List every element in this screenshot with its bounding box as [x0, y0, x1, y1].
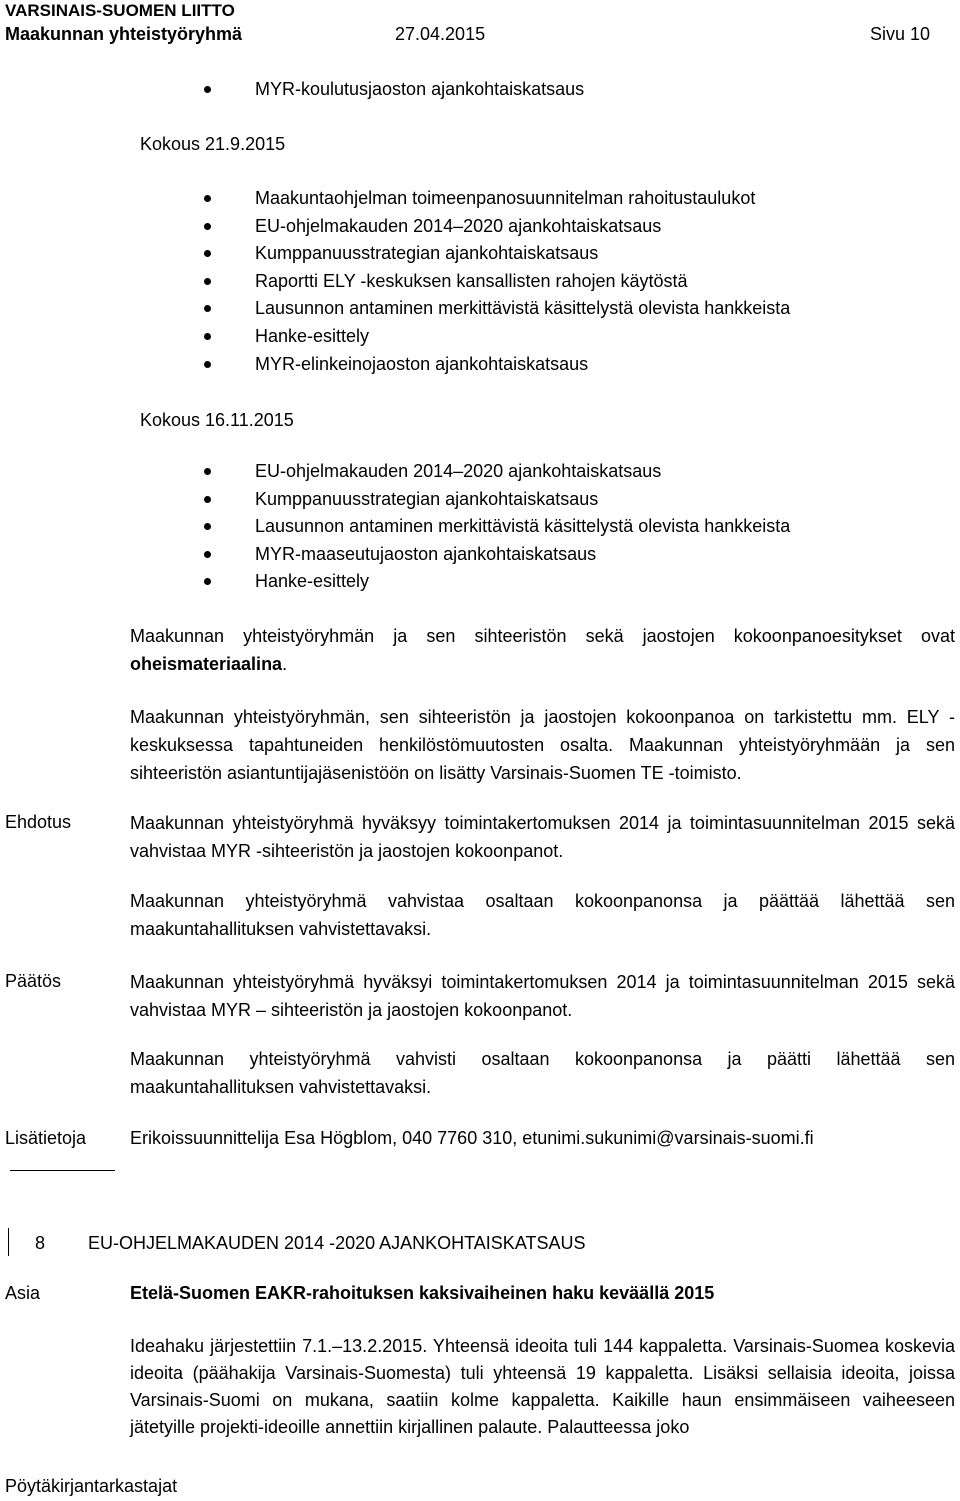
proposal-label: Ehdotus: [5, 812, 72, 832]
idea-call-paragraph: Ideahaku järjestettiin 7.1.–13.2.2015. Yhteensä ideoita tuli 144 kappaletta. Varsinais-Suomea koskevia ideoita (päähakija Varsinais-Suomesta) tuli yhteensä 19 kappaletta. Lisäksi sellaisia ideoita, joissa Varsinais-Suomi on mukana, saatiin kolme kappaletta. Kaikille haun ensimmäiseen vaiheeseen jätetyille projekti-ideoille annettiin kirjallinen palaute. Palautteessa joko: [130, 1336, 955, 1437]
meeting-1-title: Kokous 21.9.2015: [140, 134, 286, 154]
bullet-icon: [204, 551, 211, 558]
decision-label: Päätös: [5, 971, 62, 991]
bullet-icon: [204, 278, 211, 285]
more-info-label: Lisätietoja: [5, 1128, 87, 1148]
list-item: Maakuntaohjelman toimeenpanosuunnitelman rahoitustaulukot: [255, 185, 790, 213]
list-item: MYR-koulutusjaoston ajankohtaiskatsaus: [255, 76, 584, 104]
proposal-paragraph-1: Maakunnan yhteistyöryhmä hyväksyy toimintakertomuksen 2014 ja toimintasuunnitelman 2015 sekä vahvistaa MYR -sihteeristön ja jaostojen kokoonpanot.: [130, 813, 955, 861]
list-item: Kumppanuusstrategian ajankohtaiskatsaus: [255, 486, 790, 514]
section-marker: [8, 1228, 9, 1256]
list-item: Lausunnon antaminen merkittävistä käsittelystä olevista hankkeista: [255, 513, 790, 541]
list-item: MYR-elinkeinojaoston ajankohtaiskatsaus: [255, 351, 790, 379]
bullet-icon: [204, 250, 211, 257]
update-paragraph: Maakunnan yhteistyöryhmän, sen sihteeristön ja jaostojen kokoonpanoa on tarkistettu mm. ELY -keskuksessa tapahtuneiden henkilöstömuutosten osalta. Maakunnan yhteistyöryhmään ja sen sihteeristön asiantuntijajäsenistöön on lisätty Varsinais-Suomen TE -toimisto.: [130, 707, 955, 783]
list-item: EU-ohjelmakauden 2014–2020 ajankohtaiskatsaus: [255, 213, 790, 241]
decision-paragraph-2: Maakunnan yhteistyöryhmä vahvisti osaltaan kokoonpanonsa ja päätti lähettää sen maakuntahallituksen vahvistettavaksi.: [130, 1049, 955, 1097]
subject-label: Asia: [5, 1283, 41, 1303]
bullet-icon: [204, 333, 211, 340]
meeting-2-title: Kokous 16.11.2015: [140, 410, 294, 430]
bullet-icon: [204, 361, 211, 368]
bullet-icon: [204, 523, 211, 530]
proposal-paragraph-2: Maakunnan yhteistyöryhmä vahvistaa osaltaan kokoonpanonsa ja päättää lähettää sen maakuntahallituksen vahvistettavaksi.: [130, 891, 955, 939]
list-item: Raportti ELY -keskuksen kansallisten rahojen käytöstä: [255, 268, 790, 296]
bullet-icon: [204, 305, 211, 312]
bullet-icon: [204, 468, 211, 475]
list-item: MYR-maaseutujaoston ajankohtaiskatsaus: [255, 541, 790, 569]
bullet-icon: [204, 578, 211, 585]
group-name: Maakunnan yhteistyöryhmä: [5, 24, 243, 44]
document-date: 27.04.2015: [395, 24, 486, 44]
list-item: Hanke-esittely: [255, 568, 790, 596]
organization-name: VARSINAIS-SUOMEN LIITTO: [5, 1, 235, 20]
contact-info: Erikoissuunnittelija Esa Högblom, 040 7760 310, etunimi.sukunimi@varsinais-suomi.fi: [130, 1128, 814, 1148]
attachment-note: oheismateriaalina: [130, 654, 283, 674]
bullet-icon: [204, 195, 211, 202]
bullet-icon: [204, 86, 211, 93]
list-item: Hanke-esittely: [255, 323, 790, 351]
composition-paragraph: Maakunnan yhteistyöryhmän ja sen sihteeristön sekä jaostojen kokoonpanoesitykset ovat oheismateriaalina.: [130, 626, 955, 674]
footer-reviewers: Pöytäkirjantarkastajat: [5, 1476, 178, 1496]
list-item: Lausunnon antaminen merkittävistä käsittelystä olevista hankkeista: [255, 295, 790, 323]
list-item: EU-ohjelmakauden 2014–2020 ajankohtaiskatsaus: [255, 458, 790, 486]
bullet-icon: [204, 223, 211, 230]
divider: [10, 1170, 115, 1171]
meeting-2-list: [255, 458, 790, 596]
meeting-1-list: [255, 185, 790, 378]
list-item: Kumppanuusstrategian ajankohtaiskatsaus: [255, 240, 790, 268]
intro-list: [255, 76, 584, 104]
bullet-icon: [204, 496, 211, 503]
section-title: EU-OHJELMAKAUDEN 2014 -2020 AJANKOHTAISKATSAUS: [88, 1233, 586, 1253]
decision-paragraph-1: Maakunnan yhteistyöryhmä hyväksyi toimintakertomuksen 2014 ja toimintasuunnitelman 2015 sekä vahvistaa MYR – sihteeristön ja jaostojen kokoonpanot.: [130, 972, 955, 1020]
page-number: Sivu 10: [870, 24, 931, 44]
section-number: 8: [35, 1233, 46, 1253]
subject-title: Etelä-Suomen EAKR-rahoituksen kaksivaiheinen haku keväällä 2015: [130, 1283, 715, 1303]
